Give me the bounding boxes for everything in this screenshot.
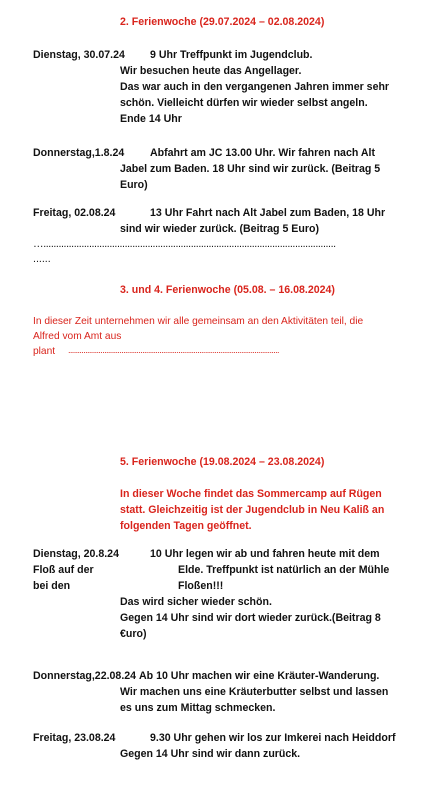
week5-thu-line: Wir machen uns eine Kräuterbutter selbst und lassen	[120, 686, 389, 698]
week34-text-line: Alfred vom Amt aus	[33, 331, 122, 342]
week2-tue-date: Dienstag, 30.07.24	[33, 49, 125, 61]
dotted-separator: ...............................................................................................................	[68, 345, 279, 355]
week5-thu-date: Donnerstag,22.08.24	[33, 670, 137, 682]
dotted-separator: …...................................................................................................................	[33, 238, 336, 250]
week2-fri-line: 13 Uhr Fahrt nach Alt Jabel zum Baden, 18 Uhr	[150, 207, 386, 219]
week2-tue-line: schön. Vielleicht dürfen wir wieder selbst angeln.	[120, 97, 368, 109]
week5-tue-date-line: Floß auf der	[33, 564, 94, 576]
week2-thu-date: Donnerstag,1.8.24	[33, 147, 125, 159]
week5-tue-date: Dienstag, 20.8.24	[33, 548, 119, 560]
week5-fri-line: 9.30 Uhr gehen wir los zur Imkerei nach Heiddorf	[150, 732, 396, 744]
week5-notice-line: In dieser Woche findet das Sommercamp auf Rügen	[120, 488, 382, 500]
week2-tue-line: Ende 14 Uhr	[120, 113, 182, 125]
week2-tue-line: 9 Uhr Treffpunkt im Jugendclub.	[150, 49, 313, 61]
week5-tue-line: Gegen 14 Uhr sind wir dort wieder zurück.(Beitrag 8	[120, 612, 381, 624]
week5-heading: 5. Ferienwoche (19.08.2024 – 23.08.2024)	[120, 456, 325, 468]
week2-heading: 2. Ferienwoche (29.07.2024 – 02.08.2024)	[120, 16, 325, 28]
week2-fri-date: Freitag, 02.08.24	[33, 207, 116, 219]
week2-fri-line: sind wir wieder zurück. (Beitrag 5 Euro)	[120, 223, 319, 235]
week2-tue-line: Das war auch in den vergangenen Jahren immer sehr	[120, 81, 390, 93]
week5-fri-line: Gegen 14 Uhr sind wir dann zurück.	[120, 748, 301, 760]
week5-tue-line: 10 Uhr legen wir ab und fahren heute mit dem	[150, 548, 380, 560]
week5-tue-line: Das wird sicher wieder schön.	[120, 596, 272, 608]
week5-thu-line: Ab 10 Uhr machen wir eine Kräuter-Wanderung.	[139, 670, 380, 682]
week5-thu-line: es uns zum Mittag schmecken.	[120, 702, 276, 714]
week5-notice-line: statt. Gleichzeitig ist der Jugendclub in Neu Kaliß an	[120, 504, 385, 516]
week34-text-line: In dieser Zeit unternehmen wir alle gemeinsam an den Aktivitäten teil, die	[33, 316, 364, 327]
week2-thu-line: Jabel zum Baden. 18 Uhr sind wir zurück. (Beitrag 5	[120, 163, 381, 175]
week5-tue-date-line: bei den	[33, 580, 71, 592]
week5-notice-line: folgenden Tagen geöffnet.	[120, 520, 252, 532]
week5-tue-line: Elde. Treffpunkt ist natürlich an der Mühle	[178, 564, 390, 576]
week5-tue-line: Floßen!!!	[178, 580, 224, 592]
week2-thu-line: Abfahrt am JC 13.00 Uhr. Wir fahren nach Alt	[150, 147, 375, 159]
week5-fri-date: Freitag, 23.08.24	[33, 732, 116, 744]
week5-tue-line: €uro)	[120, 628, 147, 640]
week2-tue-line: Wir besuchen heute das Angellager.	[120, 65, 302, 77]
dotted-separator: ......	[33, 253, 51, 265]
week2-thu-line: Euro)	[120, 179, 148, 191]
week34-heading: 3. und 4. Ferienwoche (05.08. – 16.08.2024)	[120, 284, 335, 296]
week34-text-line: plant	[33, 346, 56, 357]
